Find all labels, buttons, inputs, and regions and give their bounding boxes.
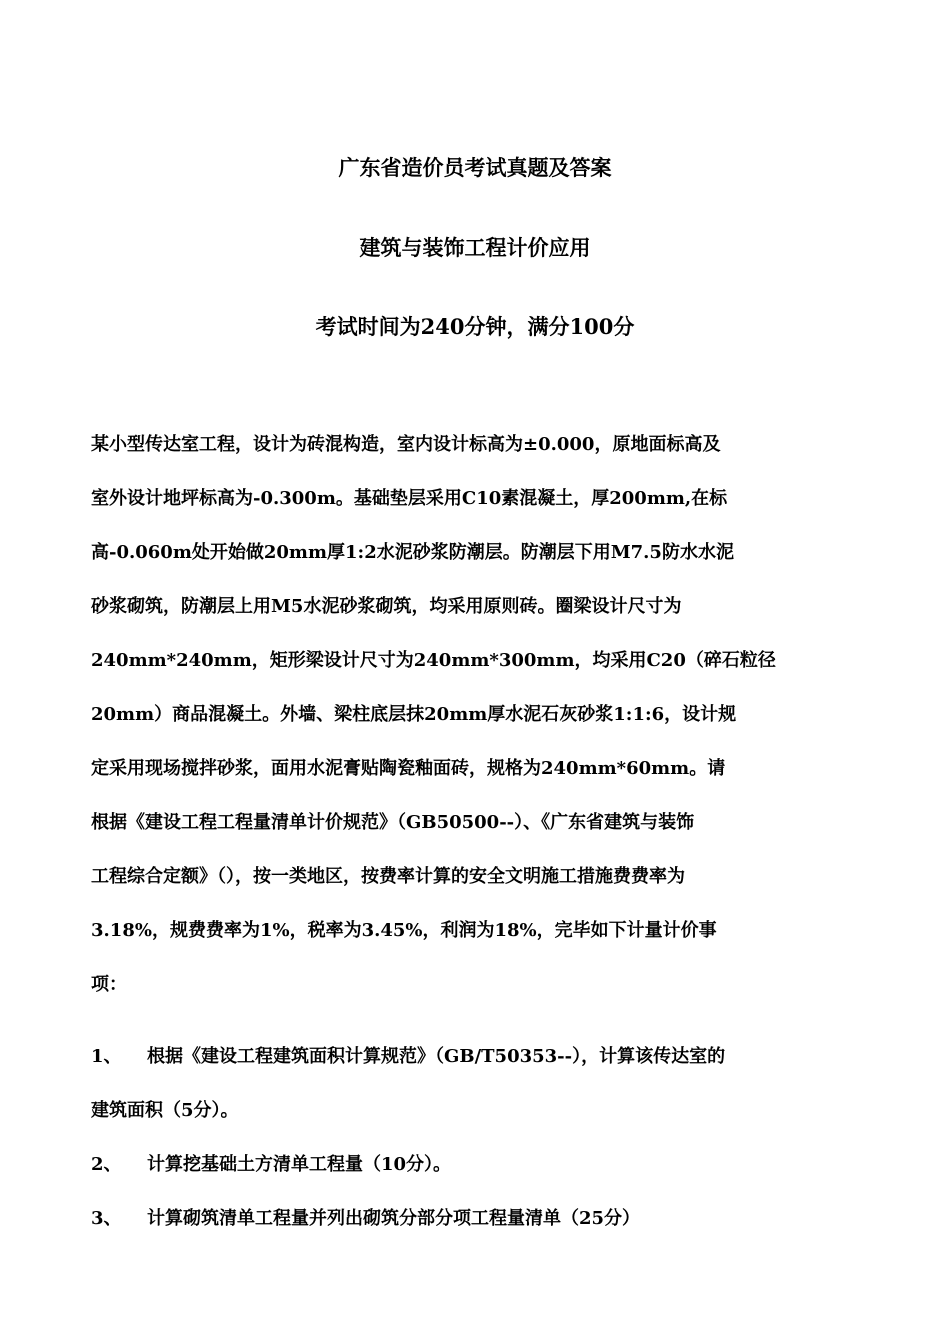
question-text: 建筑面积（5分）。 (91, 1100, 239, 1121)
intro-line: 3.18%，规费费率为1%，税率为3.45%，利润为18%，完毕如下计量计价事 (91, 920, 717, 941)
question-text: 计算砌筑清单工程量并列出砌筑分部分项工程量清单（25分） (147, 1208, 641, 1229)
question-number: 2、 (91, 1154, 122, 1175)
intro-line: 工程综合定额》（），按一类地区，按费率计算的安全文明施工措施费费率为 (91, 866, 685, 887)
question-item-continuation (91, 1093, 861, 1147)
exam-info: 考试时间为240分钟，满分100分 (315, 314, 635, 339)
question-text: 计算挖基础土方清单工程量（10分）。 (147, 1154, 452, 1175)
document-body (91, 427, 861, 1255)
intro-line: 砂浆砌筑，防潮层上用M5水泥砂浆砌筑，均采用原则砖。圈梁设计尺寸为 (91, 596, 682, 617)
question-text: 根据《建设工程建筑面积计算规范》（GB/T50353--），计算该传达室的 (147, 1046, 726, 1067)
document-title: 广东省造价员考试真题及答案 (338, 155, 612, 180)
intro-line: 20mm）商品混凝土。外墙、梁柱底层抹20mm厚水泥石灰砂浆1:1:6，设计规 (91, 704, 737, 725)
intro-line: 240mm*240mm，矩形梁设计尺寸为240mm*300mm，均采用C20（碎石粒径 (91, 650, 776, 671)
question-number: 3、 (91, 1208, 122, 1229)
intro-line: 项： (91, 974, 127, 995)
question-item (91, 1039, 861, 1093)
question-number: 1、 (91, 1046, 122, 1067)
intro-line: 定采用现场搅拌砂浆，面用水泥膏贴陶瓷釉面砖，规格为240mm*60mm。请 (91, 758, 726, 779)
intro-line: 某小型传达室工程，设计为砖混构造，室内设计标高为±0.000，原地面标高及 (91, 434, 721, 455)
intro-line: 根据《建设工程工程量清单计价规范》（GB50500--）、《广东省建筑与装饰 (91, 812, 695, 833)
intro-line: 高-0.060m处开始做20mm厚1:2水泥砂浆防潮层。防潮层下用M7.5防水水泥 (91, 542, 734, 563)
question-item (91, 1147, 861, 1201)
intro-paragraph (91, 427, 861, 1021)
intro-line: 室外设计地坪标高为-0.300m。基础垫层采用C10素混凝土，厚200mm,在标 (91, 488, 728, 509)
question-item (91, 1201, 861, 1255)
document-subtitle: 建筑与装饰工程计价应用 (359, 235, 591, 260)
